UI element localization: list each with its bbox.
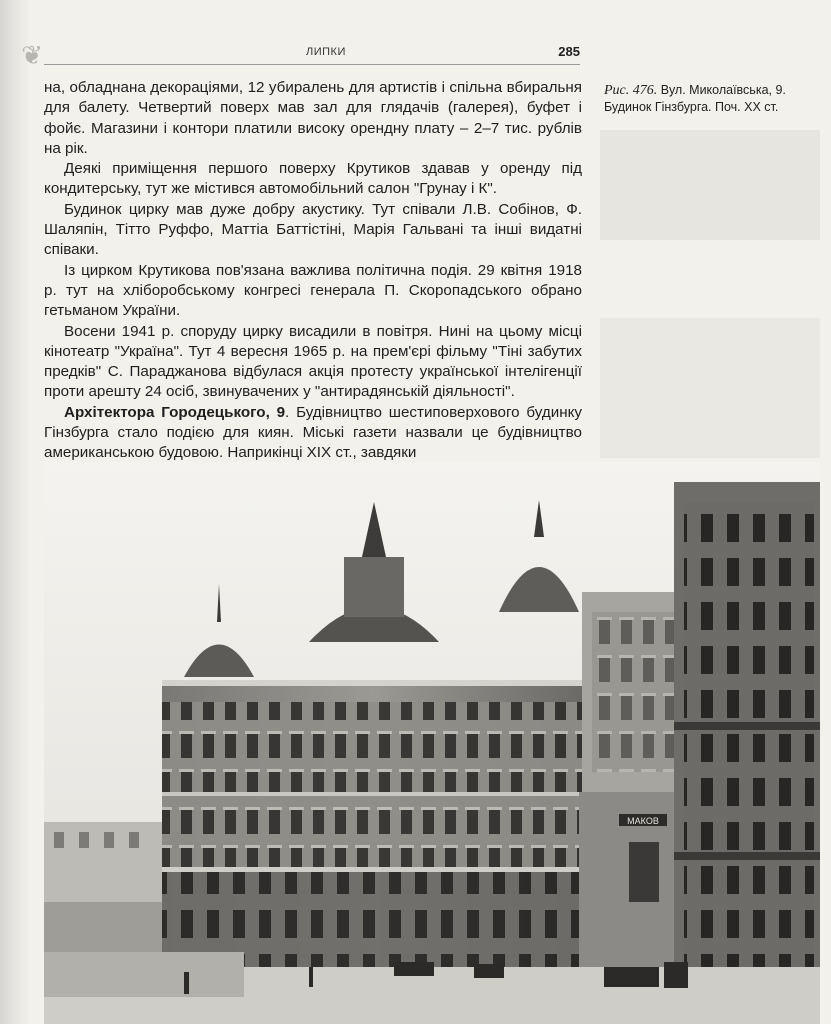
neighbor-building <box>579 792 689 972</box>
fence <box>44 952 244 997</box>
building-photograph <box>44 462 820 1024</box>
running-header <box>44 46 580 65</box>
body-text <box>44 78 582 464</box>
shop-sign: МАКОВ <box>627 816 659 826</box>
paragraph-4: Із цирком Крутикова пов'язана важлива політична подія. 29 квітня 1918 р. тут на хліборобському конгресі генерала П. Скоропадського обрано гетьманом України. <box>44 261 582 320</box>
figure-label: Рис. 476. <box>604 83 658 98</box>
section-heading: Архітектора Городецького, 9 <box>64 403 286 421</box>
background-houses <box>44 822 164 962</box>
page-gutter-shadow <box>0 0 30 1024</box>
margin-show-through <box>600 318 820 458</box>
figure-caption <box>604 82 819 116</box>
paragraph-2: Деякі приміщення першого поверху Крутиков здавав у оренду під кондитерську, тут же містився автомобільний салон "Грунау і К". <box>44 160 582 198</box>
ornament-icon: ❦ <box>21 41 43 71</box>
page-number: 285 <box>558 44 580 59</box>
figure-caption-text: Вул. Миколаївська, 9. Будинок Гінзбурга. Поч. XX ст. <box>604 83 786 114</box>
foreground-building <box>674 482 820 1024</box>
paragraph-5: Восени 1941 р. споруду цирку висадили в повітря. Нині на цьому місці кінотеатр "Україна". Тут 4 вересня 1965 р. на прем'єрі фільму "Тіні забутих предків" С. Параджанова відбулася акція протесту української інтелігенції проти арешту 24 осіб, звинувачених у "антирадянській діяльності". <box>44 322 582 401</box>
running-title: ЛИПКИ <box>306 46 346 58</box>
paragraph-1: на, обладнана декораціями, 12 убиралень для артистів і спільна вбиральня для балету. Четвертий поверх мав зал для глядачів (галерея), буфет і фойє. Магазини і контори платили високу орендну плату – 2–7 тис. рублів на рік. <box>44 79 582 157</box>
paragraph-3: Будинок цирку мав дуже добру акустику. Тут співали Л.В. Собінов, Ф. Шаляпін, Тітто Руффо, Маттіа Баттістіні, Марія Гальвані та інші видатні співаки. <box>44 200 582 259</box>
margin-show-through <box>600 130 820 240</box>
paragraph-6 <box>44 403 582 464</box>
paragraph-6-text: . Будівництво шестиповерхового будинку Гінзбурга стало подією для киян. Міські газети назвали це будівництво американською будовою. Наприкінці XIX ст., завдяки <box>44 403 582 462</box>
